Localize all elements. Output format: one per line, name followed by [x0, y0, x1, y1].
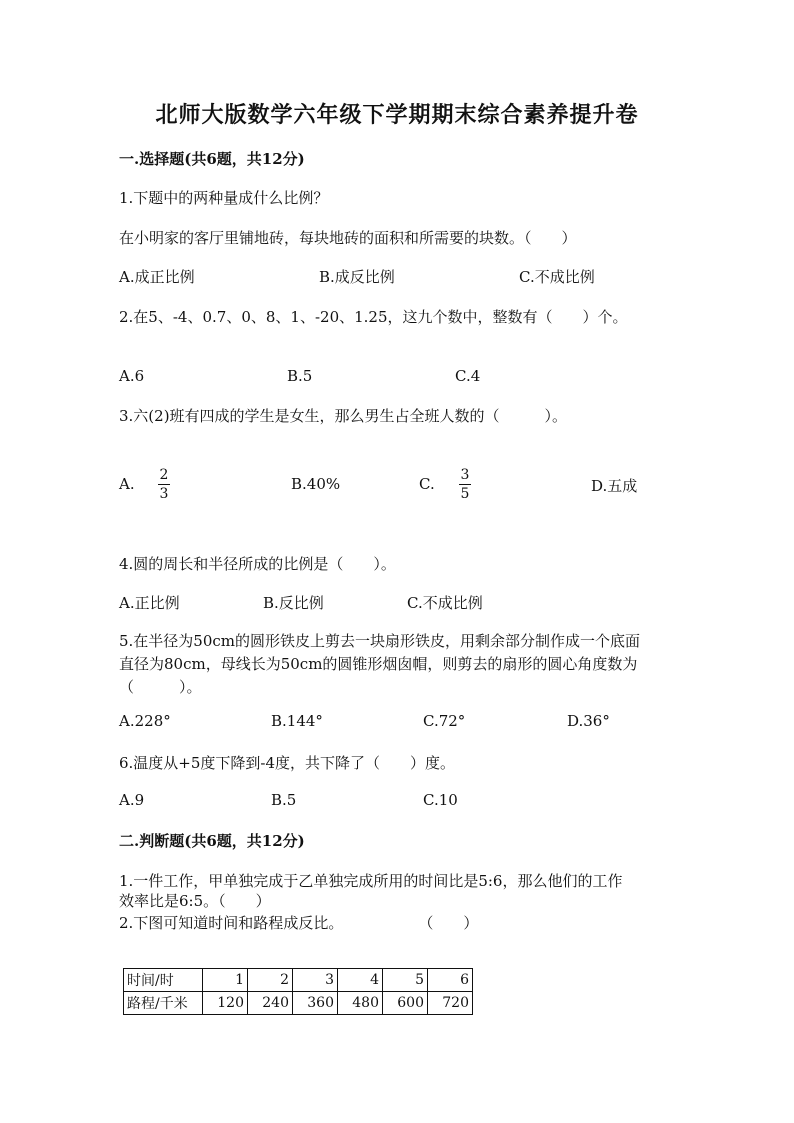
q5-line3: （ ）。 [119, 678, 202, 696]
q3-option-c-denominator: 5 [460, 486, 470, 502]
table-cell: 6 [428, 969, 473, 992]
q5-option-b: B.144° [271, 712, 323, 730]
q4-stem: 4.圆的周长和半径所成的比例是（ ）。 [119, 555, 396, 573]
time-distance-table [123, 968, 473, 1015]
table-cell: 2 [248, 969, 293, 992]
table-row-label: 路程/千米 [124, 992, 203, 1015]
tf-q2: 2.下图可知道时间和路程成反比。 （ ） [119, 914, 479, 932]
table-cell: 600 [383, 992, 428, 1015]
q3-option-c-numerator: 3 [460, 467, 470, 483]
q2-stem: 2.在5、-4、0.7、0、8、1、-20、1.25，这九个数中，整数有（ ）个。 [119, 308, 628, 326]
table-cell: 4 [338, 969, 383, 992]
table-cell: 1 [203, 969, 248, 992]
page-title: 北师大版数学六年级下学期期末综合素养提升卷 [155, 102, 639, 128]
q3-option-a-fraction [158, 467, 170, 502]
q1-option-a: A.成正比例 [119, 268, 195, 286]
tf-q1-line2: 效率比是6:5。（ ） [119, 892, 271, 910]
fraction-bar [158, 484, 170, 485]
q2-option-c: C.4 [455, 367, 481, 385]
q4-option-c: C.不成比例 [407, 594, 483, 612]
q1-stem: 1.下题中的两种量成什么比例？ [119, 189, 329, 207]
q5-line1: 5.在半径为50cm的圆形铁皮上剪去一块扇形铁皮，用剩余部分制作成一个底面 [119, 632, 641, 650]
table-cell: 360 [293, 992, 338, 1015]
q6-stem: 6.温度从+5度下降到-4度，共下降了（ ）度。 [119, 754, 456, 772]
table-cell: 3 [293, 969, 338, 992]
table-cell: 240 [248, 992, 293, 1015]
q2-option-a: A.6 [119, 367, 145, 385]
q3-option-c-label: C. [419, 475, 435, 493]
table-cell: 720 [428, 992, 473, 1015]
q6-option-a: A.9 [119, 791, 145, 809]
q3-option-d: D.五成 [591, 477, 638, 495]
table-row-label: 时间/时 [124, 969, 203, 992]
q3-option-b: B.40% [291, 475, 341, 493]
table-row [124, 969, 473, 992]
q1-sub: 在小明家的客厅里铺地砖，每块地砖的面积和所需要的块数。（ ） [119, 229, 577, 247]
q3-option-a-numerator: 2 [159, 467, 169, 483]
q4-option-a: A.正比例 [119, 594, 180, 612]
q5-line2: 直径为80cm，母线长为50cm的圆锥形烟囱帽，则剪去的扇形的圆心角度数为 [119, 655, 638, 673]
q6-option-c: C.10 [423, 791, 458, 809]
q5-option-a: A.228° [119, 712, 171, 730]
q3-option-a-denominator: 3 [159, 486, 169, 502]
table-cell: 120 [203, 992, 248, 1015]
q5-option-d: D.36° [567, 712, 610, 730]
section2-heading: 二.判断题(共6题，共12分) [119, 832, 305, 850]
q1-option-b: B.成反比例 [319, 268, 395, 286]
fraction-bar [459, 484, 471, 485]
q2-option-b: B.5 [287, 367, 313, 385]
q6-option-b: B.5 [271, 791, 297, 809]
q1-option-c: C.不成比例 [519, 268, 595, 286]
table-cell: 5 [383, 969, 428, 992]
q4-option-b: B.反比例 [263, 594, 324, 612]
table-cell: 480 [338, 992, 383, 1015]
q3-option-c-fraction [459, 467, 471, 502]
q3-option-a-label: A. [119, 475, 135, 493]
q3-stem: 3.六(2)班有四成的学生是女生，那么男生占全班人数的（ ）。 [119, 407, 568, 425]
section1-heading: 一.选择题(共6题，共12分) [119, 150, 305, 168]
table-row [124, 992, 473, 1015]
q5-option-c: C.72° [423, 712, 466, 730]
tf-q1-line1: 1.一件工作，甲单独完成于乙单独完成所用的时间比是5:6，那么他们的工作 [119, 872, 623, 890]
